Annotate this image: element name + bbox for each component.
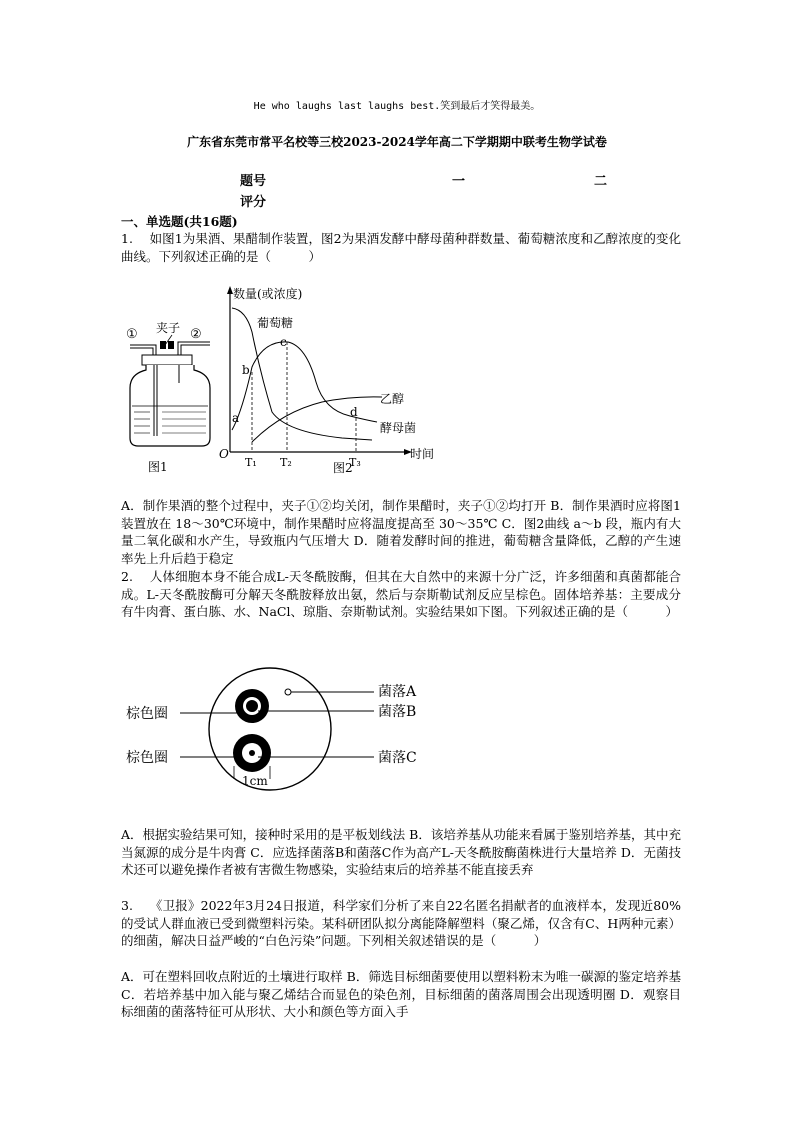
section-heading: 一、单选题(共16题) xyxy=(121,214,238,229)
fig2-caption: 图2 xyxy=(333,461,353,475)
q2-brown-ring-label-2: 棕色圈 xyxy=(126,750,168,766)
exam-title: 广东省东莞市常平名校等三校2023-2024学年高二下学期期中联考生物学试卷 xyxy=(187,135,607,149)
q2-colony-a-label: 菌落A xyxy=(378,684,417,700)
score-row-label-grade: 评分 xyxy=(240,195,267,210)
fig1-label-2: ② xyxy=(190,327,202,342)
score-col-1: 一 xyxy=(452,174,466,189)
q2-brown-ring-label-1: 棕色圈 xyxy=(126,706,168,722)
q2-scale-label: 1cm xyxy=(242,774,268,788)
q2-colony-c-label: 菌落C xyxy=(378,750,417,766)
q1-options: A．制作果酒的整个过程中，夹子①②均关闭，制作果醋时，夹子①②均打开 B．制作果酒时应将图1装置放在 18～30℃环境中，制作果醋时应将温度提高至 30～35℃ C．图2曲线 a～b 段，瓶内有大量二氧化碳和水产生，导致瓶内气压增大 D．随着发酵时间的推进，葡萄糖含量降低，乙醇的产生速率先上升后趋于稳定 xyxy=(121,498,681,566)
q2-options: A．根据实验结果可知，接种时采用的是平板划线法 B．该培养基从功能来看属于鉴别培养基，其中充当氮源的成分是牛肉膏 C．应选择菌落B和菌落C作为高产L-天冬酰胺酶菌株进行大量培养 D．无菌技术还可以避免操作者被有害微生物感染，实验结束后的培养基不能直接丢弃 xyxy=(121,827,681,877)
fig2-t1: T₁ xyxy=(245,456,257,469)
q1-stem: 1. 如图1为果酒、果醋制作装置，图2为果酒发酵中酵母菌种群数量、葡萄糖浓度和乙醇浓度的变化曲线。下列叙述正确的是（ ） xyxy=(121,231,681,264)
fig2-yeast-label: 酵母菌 xyxy=(380,421,417,435)
fig1-clip-label: 夹子 xyxy=(156,321,181,335)
fig2-point-b: b xyxy=(242,363,250,377)
fig2-point-a: a xyxy=(232,411,240,425)
q2-stem: 2. 人体细胞本身不能合成L-天冬酰胺酶，但其在大自然中的来源十分广泛，许多细菌和真菌都能合成。L-天冬酰胺酶可分解天冬酰胺释放出氨，然后与奈斯勒试剂反应呈棕色。固体培养基：主要成分有牛肉膏、蛋白胨、水、NaCl、琼脂、奈斯勒试剂。实验结果如下图。下列叙述正确的是（ ） xyxy=(121,569,681,619)
q2-colony-b-label: 菌落B xyxy=(378,704,417,720)
fig2-ylabel: 数量(或浓度) xyxy=(233,287,303,301)
fig2-t3: T₃ xyxy=(349,456,361,469)
motto-header: He who laughs last laughs best.笑到最后才笑得最美。 xyxy=(253,101,541,112)
fig2-point-d: d xyxy=(350,405,358,419)
fig1-label-1: ① xyxy=(126,327,138,342)
fig2-origin: O xyxy=(219,447,229,461)
q2-petri-dish-figure xyxy=(122,664,422,794)
score-row-label-question: 题号 xyxy=(240,174,267,189)
q3-stem: 3. 《卫报》2022年3月24日报道，科学家们分析了来自22名匿名捐献者的血液样本，发现近80%的受试人群血液已受到微塑料污染。某科研团队拟分离能降解塑料（聚乙烯，仅含有C、H两种元素）的细菌，解决日益严峻的“白色污染”问题。下列相关叙述错误的是（ ） xyxy=(121,898,681,948)
q3-options: A．可在塑料回收点附近的土壤进行取样 B．筛选目标细菌要使用以塑料粉末为唯一碳源的鉴定培养基 C．若培养基中加入能与聚乙烯结合而显色的染色剂，目标细菌的菌落周围会出现透明圈 D．观察目标细菌的菌落特征可从形状、大小和颜色等方面入手 xyxy=(121,969,681,1019)
fig2-point-c: c xyxy=(280,335,287,349)
fig1-caption: 图1 xyxy=(148,460,168,474)
fig2-xlabel: 时间 xyxy=(410,447,435,461)
fig2-ethanol-label: 乙醇 xyxy=(380,392,405,406)
score-col-2: 二 xyxy=(594,174,608,189)
fig2-t2: T₂ xyxy=(280,456,292,469)
fig2-glucose-label: 葡萄糖 xyxy=(257,316,294,330)
q1-fig2-curves xyxy=(212,282,448,478)
